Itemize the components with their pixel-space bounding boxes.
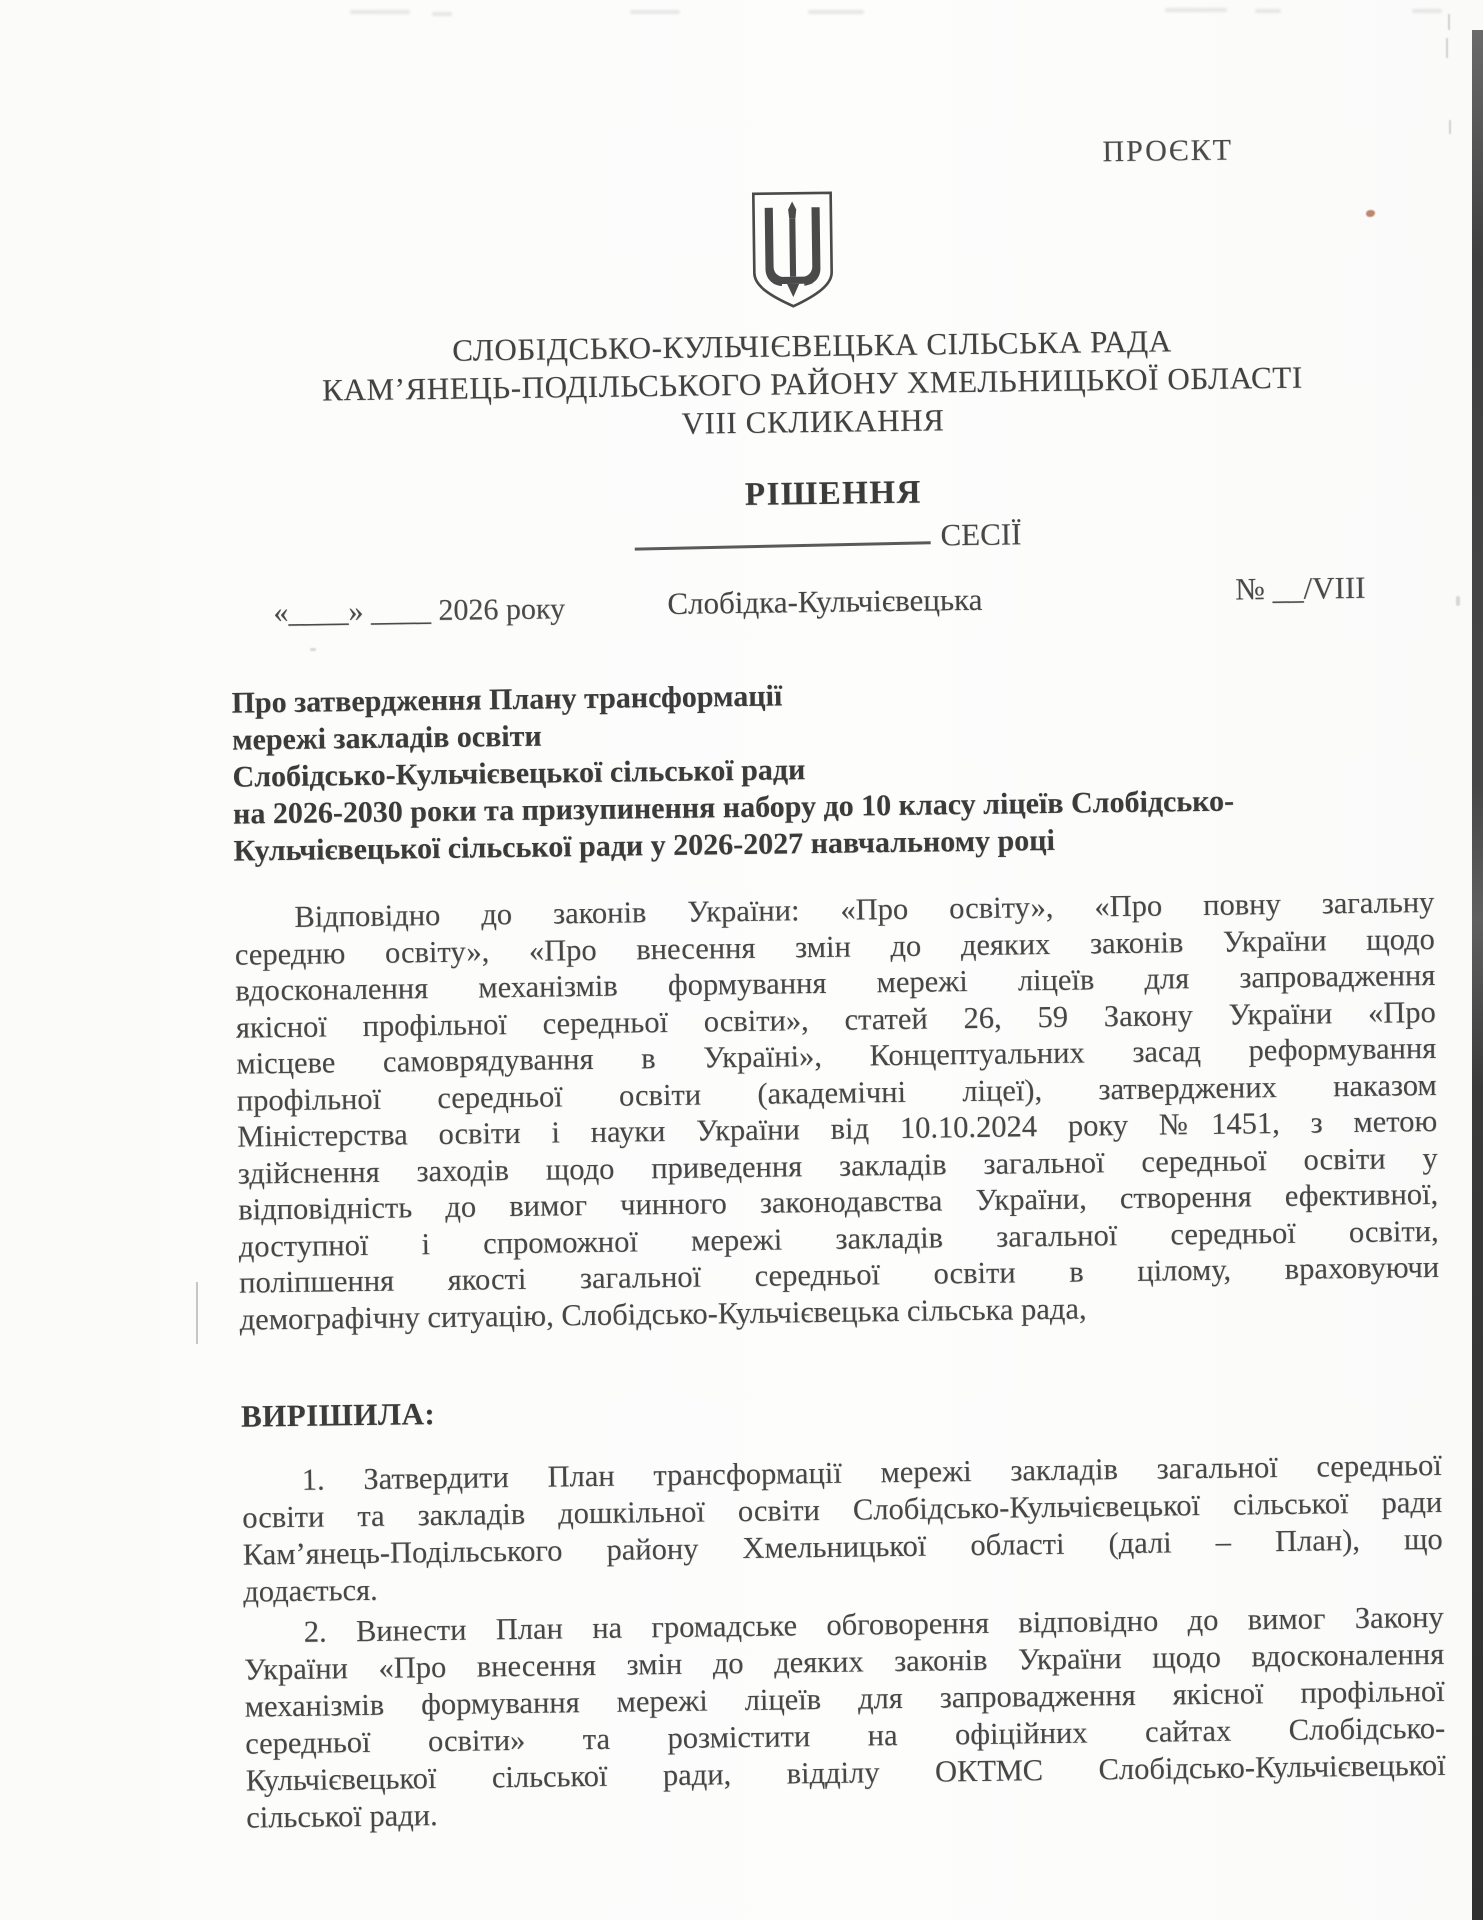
resolved-heading: ВИРІШИЛА: (240, 1396, 436, 1434)
text-line: додається. (243, 1572, 378, 1609)
doc-type-title: РІШЕННЯ (744, 474, 923, 513)
text-line: Кульчієвецької сільської ради у 2026-2027 навчальному році (233, 823, 1056, 868)
district-line: КАМ’ЯНЕЦЬ-ПОДІЛЬСЬКОГО РАЙОНУ ХМЕЛЬНИЦЬКОЇ ОБЛАСТІ (321, 359, 1303, 408)
draft-label: ПРОЄКТ (1102, 133, 1234, 169)
session-blank-underline (634, 508, 931, 550)
text-line: поліпшення якості загальної середньої освіти в цілому, враховуючи (238, 1249, 1440, 1300)
council-name: СЛОБІДСЬКО-КУЛЬЧІЄВЕЦЬКА СІЛЬСЬКА РАДА (452, 323, 1172, 368)
text-line: 1. Затвердити План трансформації мережі закладів загальної середньої (301, 1447, 1442, 1497)
text-line: доступної і спроможної мережі закладів загальної середньої освіти, (238, 1213, 1439, 1264)
text-line: Міністерства освіти і науки України від 10.10.2024 року №1451, з метою (237, 1103, 1438, 1154)
session-line (634, 508, 1021, 557)
text-line: якісної профільної середньої освіти», статей 26, 59 Закону України «Про (235, 994, 1436, 1045)
text-line: сільської ради. (245, 1798, 438, 1835)
text-line: мережі закладів освіти (231, 719, 542, 757)
text-line: освіти та закладів дошкільної освіти Слобідсько-Кульчієвецької сільської ради (242, 1484, 1443, 1535)
text-line: Відповідно до законів України: «Про освіту», «Про повну загальну (294, 884, 1435, 934)
ukraine-trident-emblem-icon (750, 191, 836, 309)
text-line: здійснення заходів щодо приведення закладів загальної середньої освіти у (237, 1140, 1438, 1191)
text-line: Кульчієвецької сільської ради, відділу ОКТМС Слобідсько-Кульчієвецької (245, 1747, 1446, 1798)
text-line: механізмів формування мережі ліцеїв для запровадження якісної профільної (244, 1673, 1445, 1724)
text-line: України «Про внесення змін до деяких законів України щодо вдосконалення (244, 1636, 1445, 1687)
text-line: Слобідсько-Кульчієвецької сільської ради (232, 753, 806, 794)
decision-number: № __/VIII (1234, 569, 1366, 607)
subject-block (231, 669, 1438, 870)
text-line: середню освіту», «Про внесення змін до деяких законів України щодо (234, 921, 1435, 972)
text-line: демографічну ситуацію, Слобідсько-Кульчієвецька сільська рада, (239, 1291, 1087, 1337)
text-line: Кам’янець-Подільського району Хмельницької області (далі – План), що (242, 1521, 1443, 1572)
session-word: СЕСІЇ (940, 516, 1022, 553)
convocation-line: VIII СКЛИКАННЯ (681, 402, 945, 441)
text-line: вдосконалення механізмів формування мережі ліцеїв для запровадження (235, 957, 1436, 1008)
decision-item-2 (244, 1599, 1447, 1837)
text-line: місцеве самоврядування в Україні», Концептуальних засад реформування (236, 1030, 1437, 1081)
preamble-paragraph (234, 884, 1440, 1338)
date-blank: «____» ____ 2026 року (273, 592, 566, 630)
text-line: Про затвердження Плану трансформації (231, 679, 783, 720)
text-line: середньої освіти» та розмістити на офіційних сайтах Слобідсько- (244, 1710, 1446, 1761)
text-line: на 2026-2030 роки та призупинення набору до 10 класу ліцеїв Слобідсько- (232, 784, 1235, 831)
council-header (212, 319, 1413, 449)
text-line: відповідність до вимог чинного законодавства України, створення ефективної, (238, 1176, 1439, 1227)
place-name: Слобідка-Кульчієвецька (667, 581, 983, 621)
text-line: профільної середньої освіти (академічні ліцеї), затверджених наказом (236, 1067, 1437, 1118)
decision-item-1 (242, 1447, 1444, 1611)
text-line: 2. Винести План на громадське обговорення відповідно до вимог Закону (303, 1599, 1444, 1649)
